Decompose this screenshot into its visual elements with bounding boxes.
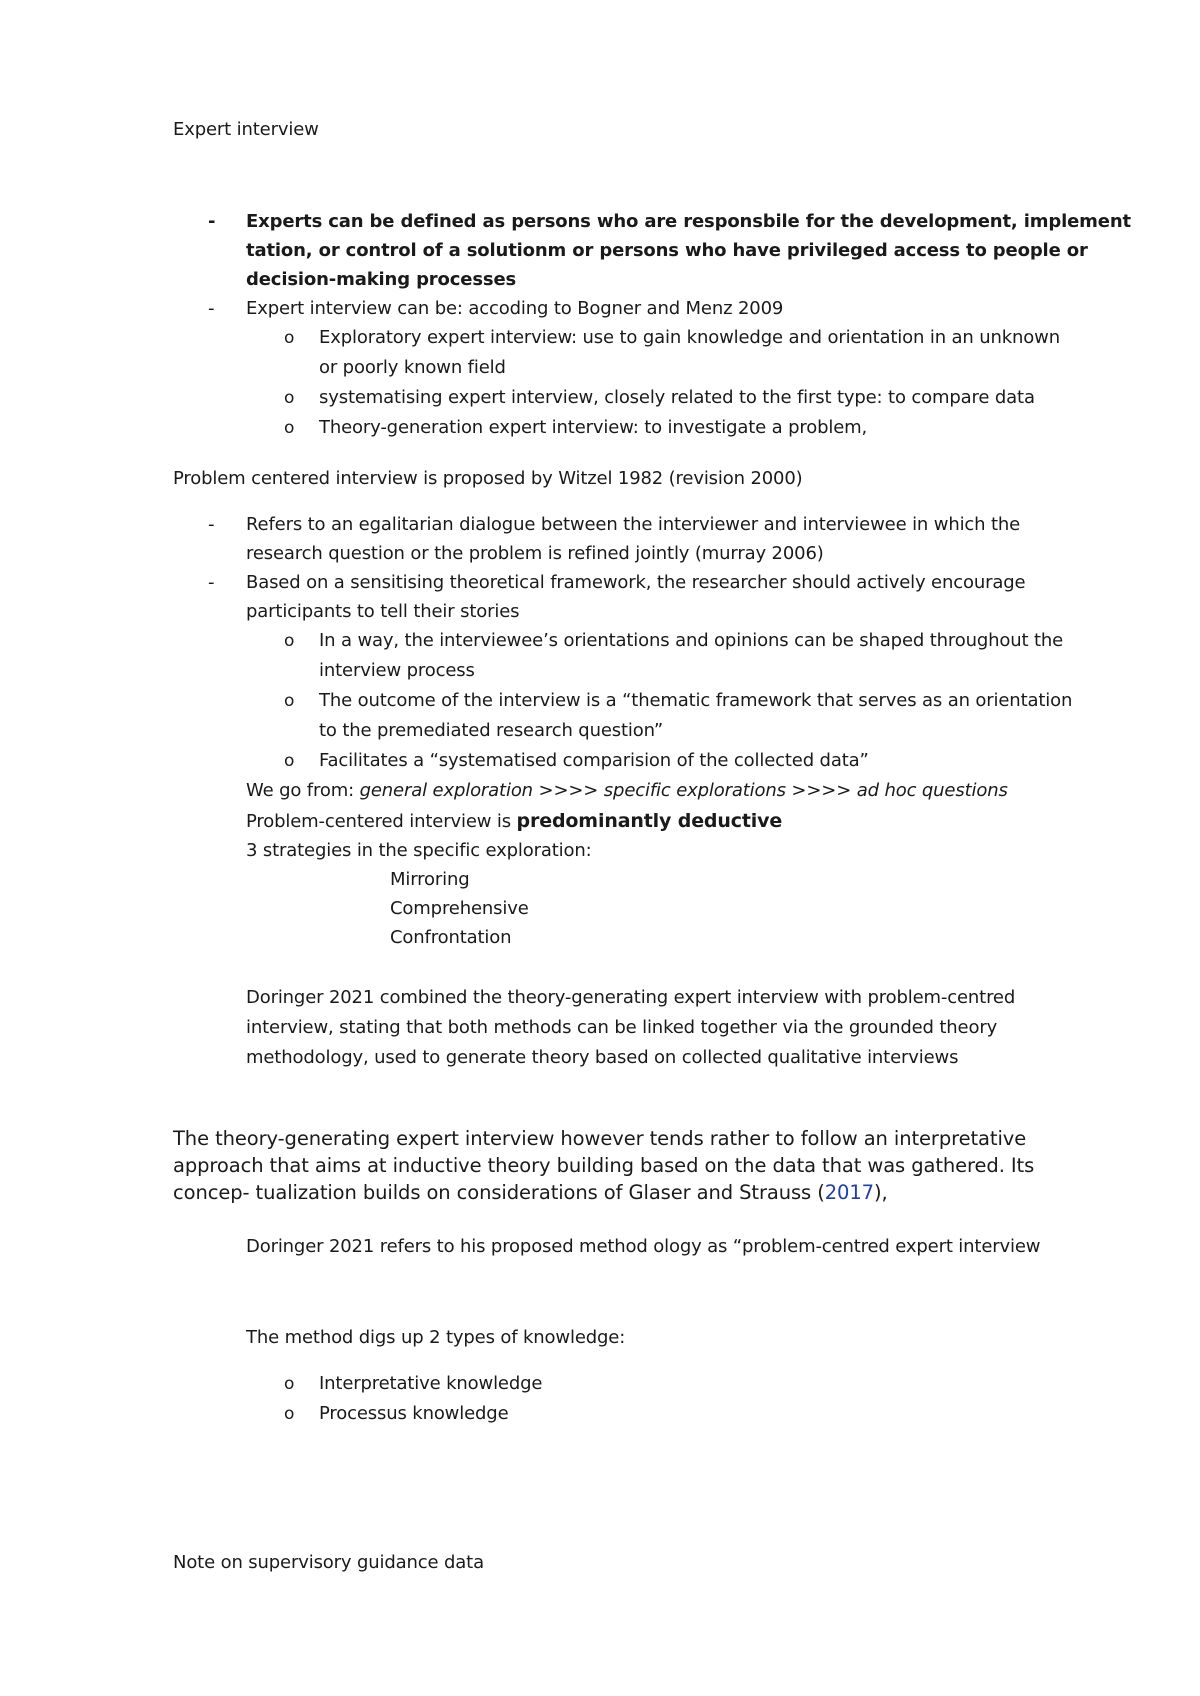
bullet-dash: - (208, 514, 215, 535)
flow-prefix: We go from: (246, 780, 360, 801)
quote-line: approach that aims at inductive theory building based on the data that was gathered. Its (173, 1154, 1035, 1177)
knowledge-heading: The method digs up 2 types of knowledge: (246, 1327, 626, 1348)
section-heading: Problem centered interview is proposed by Witzel 1982 (revision 2000) (173, 468, 803, 489)
note-heading: Note on supervisory guidance data (173, 1552, 484, 1573)
sub-list-item-line: interview process (319, 660, 475, 681)
bullet-o: o (284, 388, 295, 408)
strategy-item: Mirroring (390, 869, 470, 890)
list-item: Expert interview can be: accoding to Bogner and Menz 2009 (246, 298, 784, 319)
bullet-o: o (284, 1374, 295, 1394)
bullet-o: o (284, 418, 295, 438)
paragraph-line: methodology, used to generate theory based on collected qualitative interviews (246, 1047, 959, 1068)
deductive-prefix: Problem-centered interview is (246, 811, 517, 832)
paragraph-line: interview, stating that both methods can be linked together via the grounded theory (246, 1017, 998, 1038)
strategy-item: Confrontation (390, 927, 512, 948)
strategies-heading: 3 strategies in the specific exploration: (246, 840, 592, 861)
sub-list-item-line: The outcome of the interview is a “thematic framework that serves as an orientation (319, 690, 1073, 711)
sub-list-item: systematising expert interview, closely related to the first type: to compare data (319, 387, 1035, 408)
methodology-line: Doringer 2021 refers to his proposed method ology as “problem-centred expert interview (246, 1236, 1041, 1257)
quote-line3-prefix: concep- tualization builds on considerations of Glaser and Strauss ( (173, 1181, 825, 1204)
bullet-o: o (284, 751, 295, 771)
sub-list-item-line: to the premediated research question” (319, 720, 664, 741)
citation-link[interactable]: 2017 (824, 1181, 874, 1204)
list-item-line: research question or the problem is refined jointly (murray 2006) (246, 543, 824, 564)
list-item-line: Based on a sensitising theoretical framework, the researcher should actively encourage (246, 572, 1026, 593)
sub-list-item-line: or poorly known field (319, 357, 506, 378)
doc-title: Expert interview (173, 119, 319, 140)
bullet-o: o (284, 1404, 295, 1424)
list-item-line: Refers to an egalitarian dialogue between the interviewer and interviewee in which the (246, 514, 1021, 535)
knowledge-item: Interpretative knowledge (319, 1373, 543, 1394)
list-item-line: tation, or control of a solutionm or persons who have privileged access to people or (246, 240, 1088, 261)
bullet-dash: - (208, 211, 216, 232)
strategy-item: Comprehensive (390, 898, 529, 919)
deductive-bold: predominantly deductive (516, 810, 783, 832)
paragraph-line: Doringer 2021 combined the theory-generating expert interview with problem-centred (246, 987, 1016, 1008)
bullet-o: o (284, 328, 295, 348)
quote-line3-suffix: ), (873, 1181, 888, 1204)
bullet-dash: - (208, 298, 215, 319)
knowledge-item: Processus knowledge (319, 1403, 509, 1424)
list-item-line: participants to tell their stories (246, 601, 520, 622)
flow-italic: general exploration >>>> specific explorations >>>> ad hoc questions (359, 780, 1008, 801)
sub-list-item: Facilitates a “systematised comparision of the collected data” (319, 750, 869, 771)
sub-list-item: Theory-generation expert interview: to investigate a problem, (319, 417, 868, 438)
list-item-line: Experts can be defined as persons who are responsbile for the development, implement (246, 211, 1131, 232)
quote-line (173, 1179, 888, 1206)
deductive-line (246, 806, 782, 837)
bullet-o: o (284, 691, 295, 711)
flow-line (246, 776, 1008, 806)
bullet-dash: - (208, 572, 215, 593)
bullet-o: o (284, 631, 295, 651)
list-item-line: decision-making processes (246, 269, 517, 290)
sub-list-item-line: In a way, the interviewee’s orientations and opinions can be shaped throughout the (319, 630, 1064, 651)
quote-line: The theory-generating expert interview however tends rather to follow an interpretative (173, 1127, 1027, 1150)
sub-list-item-line: Exploratory expert interview: use to gain knowledge and orientation in an unknown (319, 327, 1060, 348)
